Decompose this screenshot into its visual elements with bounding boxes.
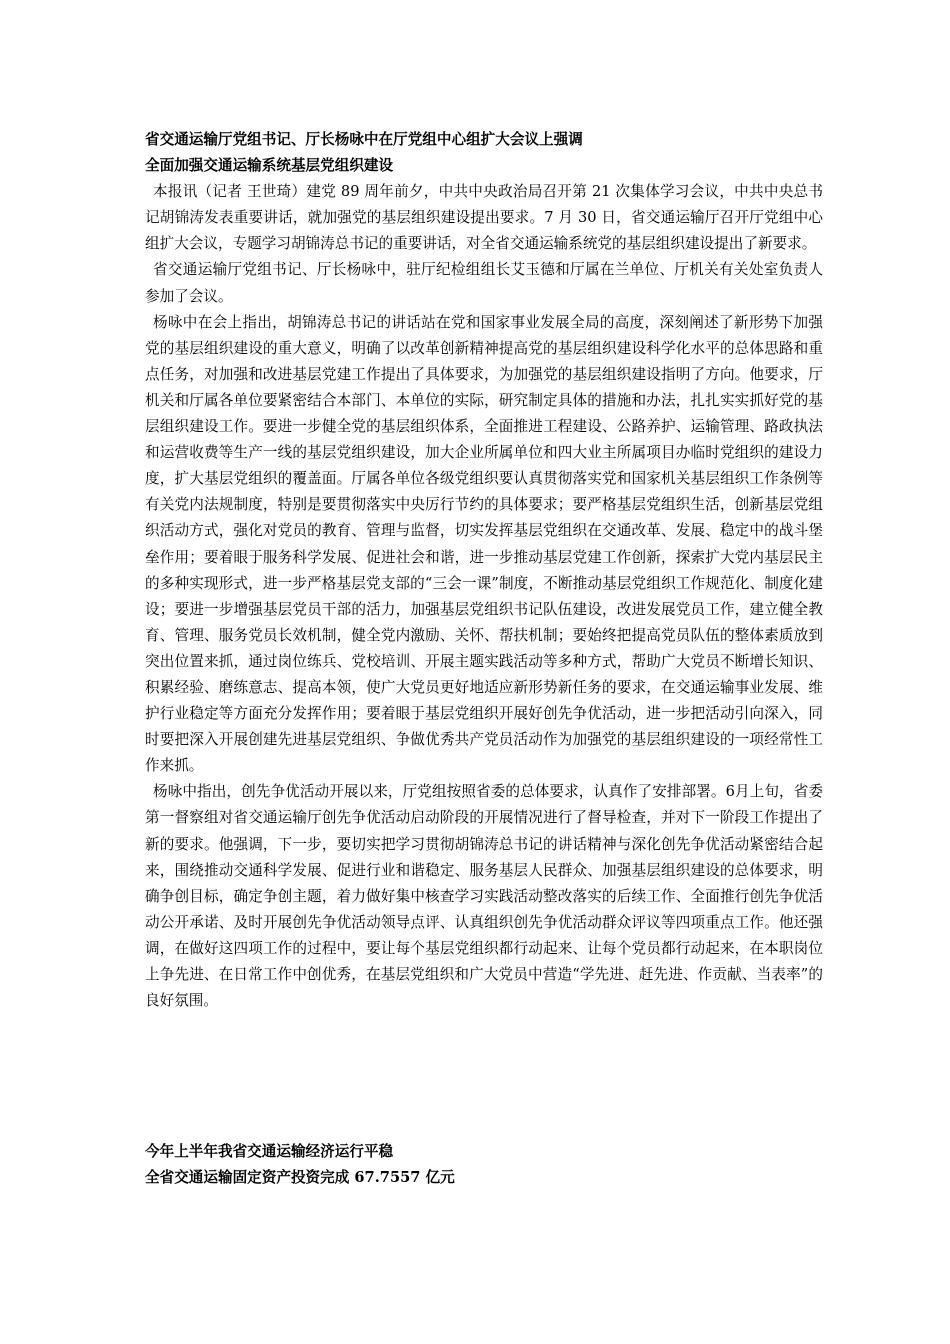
article-paragraph-1: 本报讯（记者 王世琦）建党 89 周年前夕，中共中央政治局召开第 21 次集体学习会议，中共中央总书记胡锦涛发表重要讲话，就加强党的基层组织建设提出要求。7 月 30 日，省交通运输厅召开厅党组中心组扩大会议，专题学习胡锦涛总书记的重要讲话，对全省交通运输系统党的基层组织建设提出了新要求。 xyxy=(145,183,823,253)
second-article-title-line1: 今年上半年我省交通运输经济运行平稳 xyxy=(145,1143,394,1160)
article-title-line2: 全面加强交通运输系统基层党组织建设 xyxy=(145,157,394,175)
article-second xyxy=(145,1139,823,1191)
article-paragraph-4: 杨咏中指出，创先争优活动开展以来，厅党组按照省委的总体要求，认真作了安排部署。6月上旬，省委第一督察组对省交通运输厅创先争优活动启动阶段的开展情况进行了督导检查，并对下一阶段工作提出了新的要求。他强调，下一步，要切实把学习贯彻胡锦涛总书记的讲话精神与深化创先争优活动紧密结合起来，围绕推动交通科学发展、促进行业和谐稳定、服务基层人民群众、加强基层组织建设的总体要求，明确争创目标，确定争创主题，着力做好集中核查学习实践活动整改落实的后续工作、全面推行创先争优活动公开承诺、及时开展创先争优活动领导点评、认真组织创先争优活动群众评议等四项重点工作。他还强调，在做好这四项工作的过程中，要让每个基层党组织都行动起来、让每个党员都行动起来，在本职岗位上争先进、在日常工作中创优秀，在基层党组织和广大党员中营造“学先进、赶先进、作贡献、当表率”的良好氛围。 xyxy=(145,783,823,1010)
article-main xyxy=(145,127,823,1014)
second-article-title-line2: 全省交通运输固定资产投资完成 67.7557 亿元 xyxy=(145,1169,455,1186)
article-title-line1: 省交通运输厅党组书记、厅长杨咏中在厅党组中心组扩大会议上强调 xyxy=(145,131,583,148)
article-paragraph-3: 杨咏中在会上指出，胡锦涛总书记的讲话站在党和国家事业发展全局的高度，深刻阐述了新形势下加强党的基层组织建设的重大意义，明确了以改革创新精神提高党的基层组织建设科学化水平的总体思路和重点任务，对加强和改进基层党建工作提出了具体要求，为加强党的基层组织建设指明了方向。他要求，厅机关和厅属各单位要紧密结合本部门、本单位的实际，研究制定具体的措施和办法，扎扎实实抓好党的基层组织建设工作。要进一步健全党的基层组织体系，全面推进工程建设、公路养护、运输管理、路政执法和运营收费等生产一线的基层党组织建设，加大企业所属单位和四大业主所属项目办临时党组织的建设力度，扩大基层党组织的覆盖面。厅属各单位各级党组织要认真贯彻落实党和国家机关基层组织工作条例等有关党内法规制度，特别是要贯彻落实中央厉行节约的具体要求；要严格基层党组织生活，创新基层党组织活动方式，强化对党员的教育、管理与监督，切实发挥基层党组织在交通改革、发展、稳定中的战斗堡垒作用；要着眼于服务科学发展、促进社会和谐，进一步推动基层党建工作创新，探索扩大党内基层民主的多种实现形式，进一步严格基层党支部的“三会一课”制度，不断推动基层党组织工作规范化、制度化建设；要进一步增强基层党员干部的活力，加强基层党组织书记队伍建设，改进发展党员工作，建立健全教育、管理、服务党员长效机制，健全党内激励、关怀、帮扶机制；要始终把提高党员队伍的整体素质放到突出位置来抓，通过岗位练兵、党校培训、开展主题实践活动等多种方式，帮助广大党员不断增长知识、积累经验、磨练意志、提高本领，使广大党员更好地适应新形势新任务的要求，在交通运输事业发展、维护行业稳定等方面充分发挥作用；要着眼于基层党组织开展好创先争优活动，进一步把活动引向深入，同时要把深入开展创建先进基层党组织、争做优秀共产党员活动作为加强党的基层组织建设的一项经常性工作来抓。 xyxy=(145,313,823,775)
article-paragraph-2: 省交通运输厅党组书记、厅长杨咏中，驻厅纪检组组长艾玉德和厅属在兰单位、厅机关有关处室负责人参加了会议。 xyxy=(145,261,823,305)
